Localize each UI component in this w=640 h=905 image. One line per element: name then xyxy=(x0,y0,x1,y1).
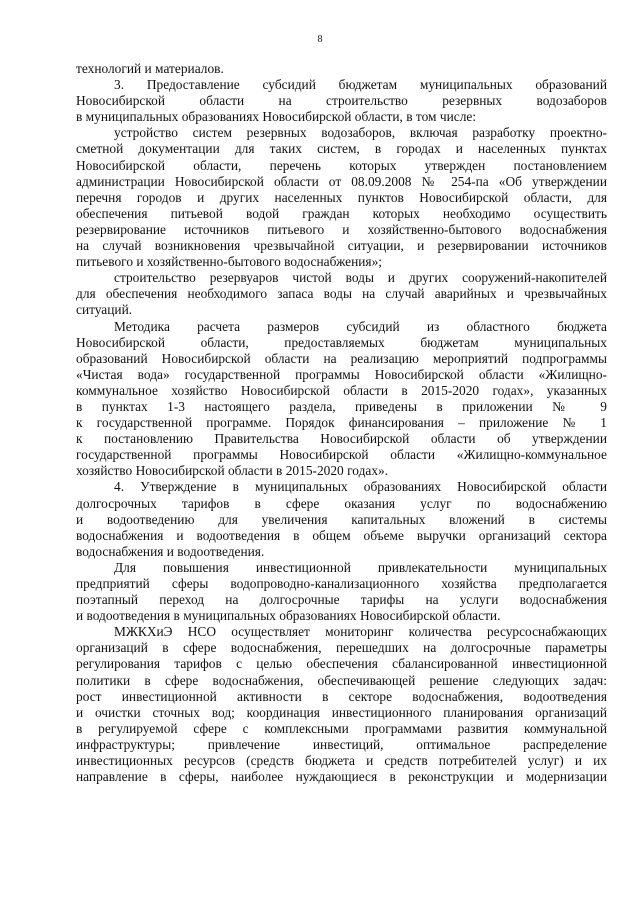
text-line: образований Новосибирской области на реализацию мероприятий подпрограммы xyxy=(76,350,607,366)
paragraph-p4 xyxy=(76,319,607,480)
text-line: обеспечения питьевой водой граждан которых необходимо осуществить xyxy=(76,205,607,221)
text-line: хозяйство Новосибирской области в 2015-2020 годах». xyxy=(76,463,389,479)
text-line: 4. Утверждение в муниципальных образованиях Новосибирской области xyxy=(114,479,607,495)
text-line: резервирование источников питьевого и хозяйственно-бытового водоснабжения xyxy=(76,221,607,237)
text-line: политики в сфере водоснабжения, обеспечивающей решение следующих задач: xyxy=(76,672,607,688)
document-body xyxy=(76,61,607,785)
text-line: питьевого и хозяйственно-бытового водоснабжения»; xyxy=(76,254,382,270)
text-line: Новосибирской области, предоставляемых бюджетам муниципальных xyxy=(76,334,607,350)
text-line: коммунальное хозяйство Новосибирской области в 2015-2020 годах», указанных xyxy=(76,382,607,398)
paragraph-p7 xyxy=(76,624,607,785)
text-line: ситуаций. xyxy=(76,302,133,318)
text-line: устройство систем резервных водозаборов, включая разработку проектно- xyxy=(114,125,607,141)
text-line: к государственной программе. Порядок финансирования – приложение № 1 xyxy=(76,415,607,431)
text-line: и водоотведению для увеличения капитальных вложений в системы xyxy=(76,511,607,527)
text-line: предприятий сферы водопроводно-канализационного хозяйства предполагается xyxy=(76,576,607,591)
paragraph-p3 xyxy=(76,270,607,318)
text-line: в пунктах 1-3 настоящего раздела, приведены в приложении № 9 xyxy=(76,398,607,414)
text-line: поэтапный переход на долгосрочные тарифы на услуги водоснабжения xyxy=(76,592,607,608)
text-line: долгосрочных тарифов в сфере оказания услуг по водоснабжению xyxy=(76,495,607,511)
paragraph-p1 xyxy=(76,77,607,125)
text-line: МЖКХиЭ НСО осуществляет мониторинг количества ресурсоснабжающих xyxy=(114,624,607,640)
paragraph-p2 xyxy=(76,125,607,270)
text-line: рост инвестиционной активности в секторе водоснабжения, водоотведения xyxy=(76,688,607,704)
text-line: Новосибирской области, перечень которых утвержден постановлением xyxy=(76,157,607,173)
text-line: и водоотведения в муниципальных образованиях Новосибирской области. xyxy=(76,608,501,624)
text-line: водоснабжения и водоотведения в общем объеме выручки организаций сектора xyxy=(76,527,607,543)
text-line: для обеспечения необходимого запаса воды на случай аварийных и чрезвычайных xyxy=(76,286,607,302)
text-line: на случай возникновения чрезвычайной ситуации, и резервировании источников xyxy=(76,238,607,254)
text-line: государственной программы Новосибирской области «Жилищно-коммунальное xyxy=(76,447,607,463)
text-line: и очистки сточных вод; координация инвестиционного планирования организаций xyxy=(76,704,607,720)
page-number: 8 xyxy=(317,34,323,45)
paragraph-p0 xyxy=(76,61,607,77)
text-line: инфраструктуры; привлечение инвестиций, оптимальное распределение xyxy=(76,736,607,752)
text-line: водоснабжения и водоотведения. xyxy=(76,543,265,559)
text-line: строительство резервуаров чистой воды и других сооружений-накопителей xyxy=(114,270,607,286)
paragraph-p5 xyxy=(76,479,607,559)
text-line: в регулируемой сфере с комплексными программами развития коммунальной xyxy=(76,720,607,736)
text-line: направление в сферы, наиболее нуждающиеся в реконструкции и модернизации xyxy=(76,769,607,785)
text-line: регулирования тарифов с целью обеспечения сбалансированной инвестиционной xyxy=(76,656,607,672)
text-line: организаций в сфере водоснабжения, перешедших на долгосрочные параметры xyxy=(76,640,607,656)
paragraph-p6 xyxy=(76,560,607,624)
text-line: в муниципальных образованиях Новосибирской области, в том числе: xyxy=(76,109,477,125)
text-line: перечня городов и других населенных пунктов Новосибирской области, для xyxy=(76,189,607,205)
text-line: администрации Новосибирской области от 08.09.2008 № 254-па «Об утверждении xyxy=(76,173,607,189)
text-line: технологий и материалов. xyxy=(76,61,224,76)
text-line: инвестиционных ресурсов (средств бюджета и средств потребителей услуг) и их xyxy=(76,753,607,769)
text-line: Новосибирской области на строительство резервных водозаборов xyxy=(76,93,607,109)
text-line: Для повышения инвестиционной привлекательности муниципальных xyxy=(114,559,607,575)
text-line: Методика расчета размеров субсидий из областного бюджета xyxy=(114,318,607,334)
text-line: сметной документации для таких систем, в городах и населенных пунктах xyxy=(76,141,607,157)
text-line: 3. Предоставление субсидий бюджетам муниципальных образований xyxy=(114,77,607,93)
text-line: «Чистая вода» государственной программы Новосибирской области «Жилищно- xyxy=(76,366,607,382)
text-line: к постановлению Правительства Новосибирской области об утверждении xyxy=(76,431,607,447)
